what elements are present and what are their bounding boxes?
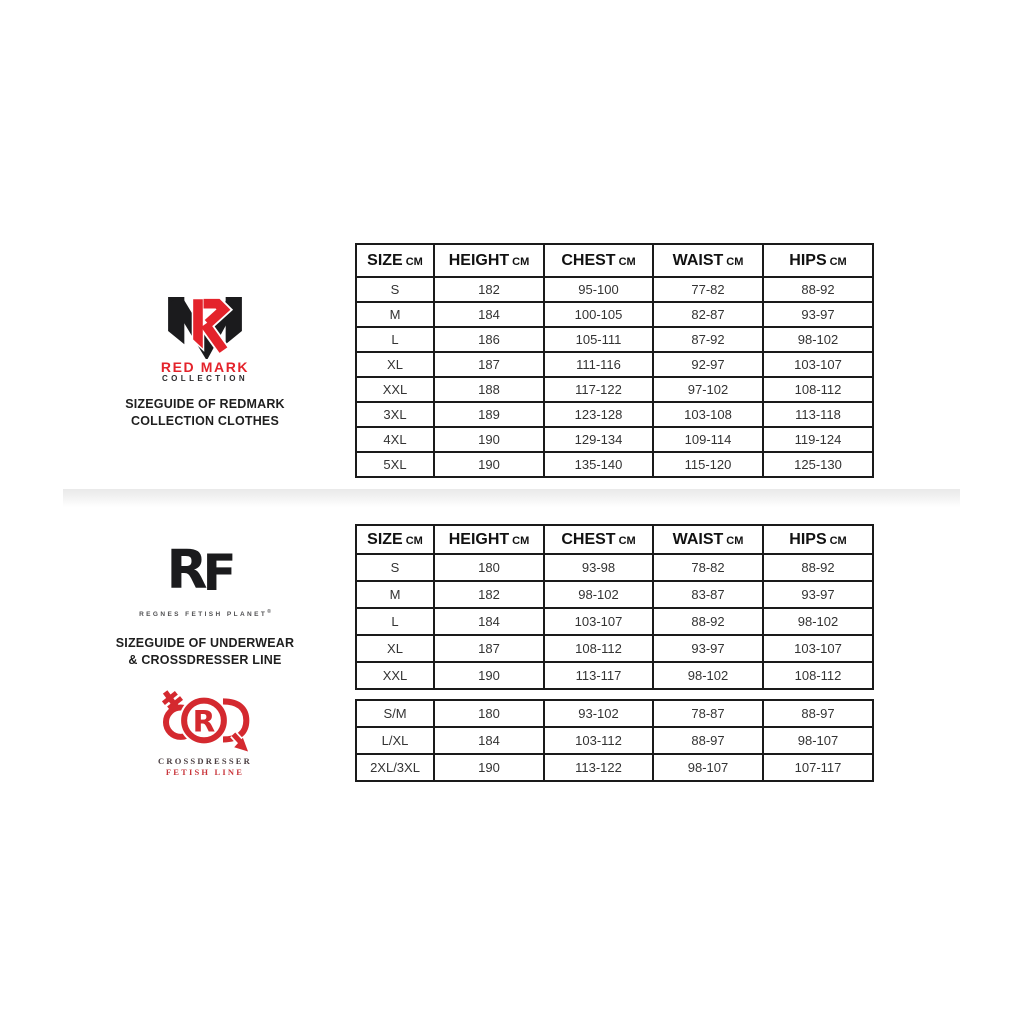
height-column-header: HEIGHT CM — [434, 244, 544, 277]
size-cell: 5XL — [356, 452, 434, 477]
measurement-cell: 108-112 — [544, 635, 653, 662]
measurement-cell: 129-134 — [544, 427, 653, 452]
trademark-symbol: ® — [267, 609, 271, 615]
measurement-cell: 98-107 — [653, 754, 763, 781]
measurement-cell: 186 — [434, 327, 544, 352]
table-header-row — [356, 525, 873, 554]
table-row — [356, 377, 873, 402]
table-row — [356, 277, 873, 302]
measurement-cell: 184 — [434, 727, 544, 754]
size-cell: 4XL — [356, 427, 434, 452]
measurement-cell: 83-87 — [653, 581, 763, 608]
table-row — [356, 608, 873, 635]
measurement-cell: 105-111 — [544, 327, 653, 352]
measurement-cell: 103-107 — [763, 352, 873, 377]
size-cell: XL — [356, 352, 434, 377]
measurement-cell: 119-124 — [763, 427, 873, 452]
measurement-cell: 92-97 — [653, 352, 763, 377]
measurement-cell: 180 — [434, 700, 544, 727]
measurement-cell: 189 — [434, 402, 544, 427]
measurement-cell: 103-112 — [544, 727, 653, 754]
measurement-cell: 188 — [434, 377, 544, 402]
chest-column-header: CHEST CM — [544, 244, 653, 277]
caption-line: SIZEGUIDE OF REDMARK — [125, 397, 285, 411]
hips-column-header: HIPS CM — [763, 525, 873, 554]
table-row — [356, 727, 873, 754]
redmark-brand-name: RED MARK — [160, 359, 250, 375]
unit-label: CM — [829, 255, 847, 268]
measurement-cell: 93-97 — [763, 581, 873, 608]
measurement-cell: 95-100 — [544, 277, 653, 302]
size-column-header: SIZE CM — [356, 525, 434, 554]
measurement-cell: 107-117 — [763, 754, 873, 781]
measurement-cell: 113-122 — [544, 754, 653, 781]
redmark-logo-icon — [168, 297, 242, 359]
measurement-cell: 108-112 — [763, 662, 873, 689]
caption-line: COLLECTION CLOTHES — [130, 414, 280, 428]
table-row — [356, 402, 873, 427]
measurement-cell: 93-97 — [653, 635, 763, 662]
measurement-cell: 98-107 — [763, 727, 873, 754]
table-row — [356, 452, 873, 477]
table-row — [356, 427, 873, 452]
table-row — [356, 302, 873, 327]
caption-line: & CROSSDRESSER LINE — [128, 653, 282, 667]
measurement-cell: 103-107 — [763, 635, 873, 662]
crossdresser-size-table — [355, 699, 874, 782]
measurement-cell: 77-82 — [653, 277, 763, 302]
size-cell: XXL — [356, 662, 434, 689]
size-cell: XXL — [356, 377, 434, 402]
unit-label: CM — [512, 534, 530, 547]
chest-column-header: CHEST CM — [544, 525, 653, 554]
measurement-cell: 108-112 — [763, 377, 873, 402]
unit-label: CM — [829, 534, 847, 547]
measurement-cell: 93-102 — [544, 700, 653, 727]
measurement-cell: 109-114 — [653, 427, 763, 452]
measurement-cell: 88-97 — [763, 700, 873, 727]
table-row — [356, 581, 873, 608]
measurement-cell: 82-87 — [653, 302, 763, 327]
unit-label: CM — [726, 255, 744, 268]
measurement-cell: 180 — [434, 554, 544, 581]
fetish-line-label: FETISH LINE — [165, 767, 245, 777]
size-cell: S — [356, 554, 434, 581]
size-cell: L — [356, 608, 434, 635]
redmark-size-table — [355, 243, 874, 478]
measurement-cell: 113-118 — [763, 402, 873, 427]
measurement-cell: 184 — [434, 608, 544, 635]
size-cell: L/XL — [356, 727, 434, 754]
measurement-cell: 103-108 — [653, 402, 763, 427]
svg-text:F: F — [202, 543, 237, 602]
measurement-cell: 187 — [434, 352, 544, 377]
table-row — [356, 327, 873, 352]
measurement-cell: 78-82 — [653, 554, 763, 581]
waist-column-header: WAIST CM — [653, 525, 763, 554]
measurement-cell: 103-107 — [544, 608, 653, 635]
measurement-cell: 93-97 — [763, 302, 873, 327]
size-cell: XL — [356, 635, 434, 662]
measurement-cell: 88-92 — [763, 554, 873, 581]
unit-label: CM — [618, 255, 636, 268]
unit-label: CM — [512, 255, 530, 268]
measurement-cell: 98-102 — [763, 608, 873, 635]
table-row — [356, 754, 873, 781]
measurement-cell: 98-102 — [763, 327, 873, 352]
underwear-sizeguide-caption — [85, 635, 325, 669]
size-column-header: SIZE CM — [356, 244, 434, 277]
size-cell: S — [356, 277, 434, 302]
measurement-cell: 100-105 — [544, 302, 653, 327]
crossdresser-line-label: CROSSDRESSER — [158, 756, 252, 766]
table-row — [356, 635, 873, 662]
measurement-cell: 123-128 — [544, 402, 653, 427]
waist-column-header: WAIST CM — [653, 244, 763, 277]
measurement-cell: 187 — [434, 635, 544, 662]
table-row — [356, 352, 873, 377]
table-row — [356, 554, 873, 581]
svg-text:R: R — [166, 539, 208, 602]
table-row — [356, 662, 873, 689]
measurement-cell: 111-116 — [544, 352, 653, 377]
measurement-cell: 88-92 — [653, 608, 763, 635]
redmark-brand-subtitle: COLLECTION — [162, 374, 248, 383]
regnes-brand-name: REGNES FETISH PLANET® — [139, 609, 271, 619]
hips-column-header: HIPS CM — [763, 244, 873, 277]
crossdresser-logo-icon — [156, 679, 252, 755]
measurement-cell: 117-122 — [544, 377, 653, 402]
size-cell: S/M — [356, 700, 434, 727]
unit-label: CM — [405, 534, 423, 547]
measurement-cell: 184 — [434, 302, 544, 327]
measurement-cell: 97-102 — [653, 377, 763, 402]
redmark-sizeguide-caption — [85, 396, 325, 430]
svg-text:R: R — [192, 704, 216, 739]
measurement-cell: 78-87 — [653, 700, 763, 727]
measurement-cell: 115-120 — [653, 452, 763, 477]
size-cell: L — [356, 327, 434, 352]
measurement-cell: 190 — [434, 427, 544, 452]
size-cell: M — [356, 302, 434, 327]
unit-label: CM — [726, 534, 744, 547]
measurement-cell: 98-102 — [653, 662, 763, 689]
height-column-header: HEIGHT CM — [434, 525, 544, 554]
measurement-cell: 190 — [434, 662, 544, 689]
size-cell: M — [356, 581, 434, 608]
measurement-cell: 182 — [434, 277, 544, 302]
table-row — [356, 700, 873, 727]
regnes-logo-icon — [163, 536, 249, 606]
measurement-cell: 88-92 — [763, 277, 873, 302]
size-cell: 2XL/3XL — [356, 754, 434, 781]
measurement-cell: 190 — [434, 754, 544, 781]
measurement-cell: 113-117 — [544, 662, 653, 689]
table-header-row — [356, 244, 873, 277]
measurement-cell: 88-97 — [653, 727, 763, 754]
unit-label: CM — [405, 255, 423, 268]
measurement-cell: 190 — [434, 452, 544, 477]
measurement-cell: 135-140 — [544, 452, 653, 477]
measurement-cell: 93-98 — [544, 554, 653, 581]
measurement-cell: 98-102 — [544, 581, 653, 608]
section-divider — [63, 489, 960, 507]
size-cell: 3XL — [356, 402, 434, 427]
measurement-cell: 182 — [434, 581, 544, 608]
measurement-cell: 125-130 — [763, 452, 873, 477]
measurement-cell: 87-92 — [653, 327, 763, 352]
caption-line: SIZEGUIDE OF UNDERWEAR — [115, 636, 295, 650]
unit-label: CM — [618, 534, 636, 547]
underwear-size-table — [355, 524, 874, 690]
